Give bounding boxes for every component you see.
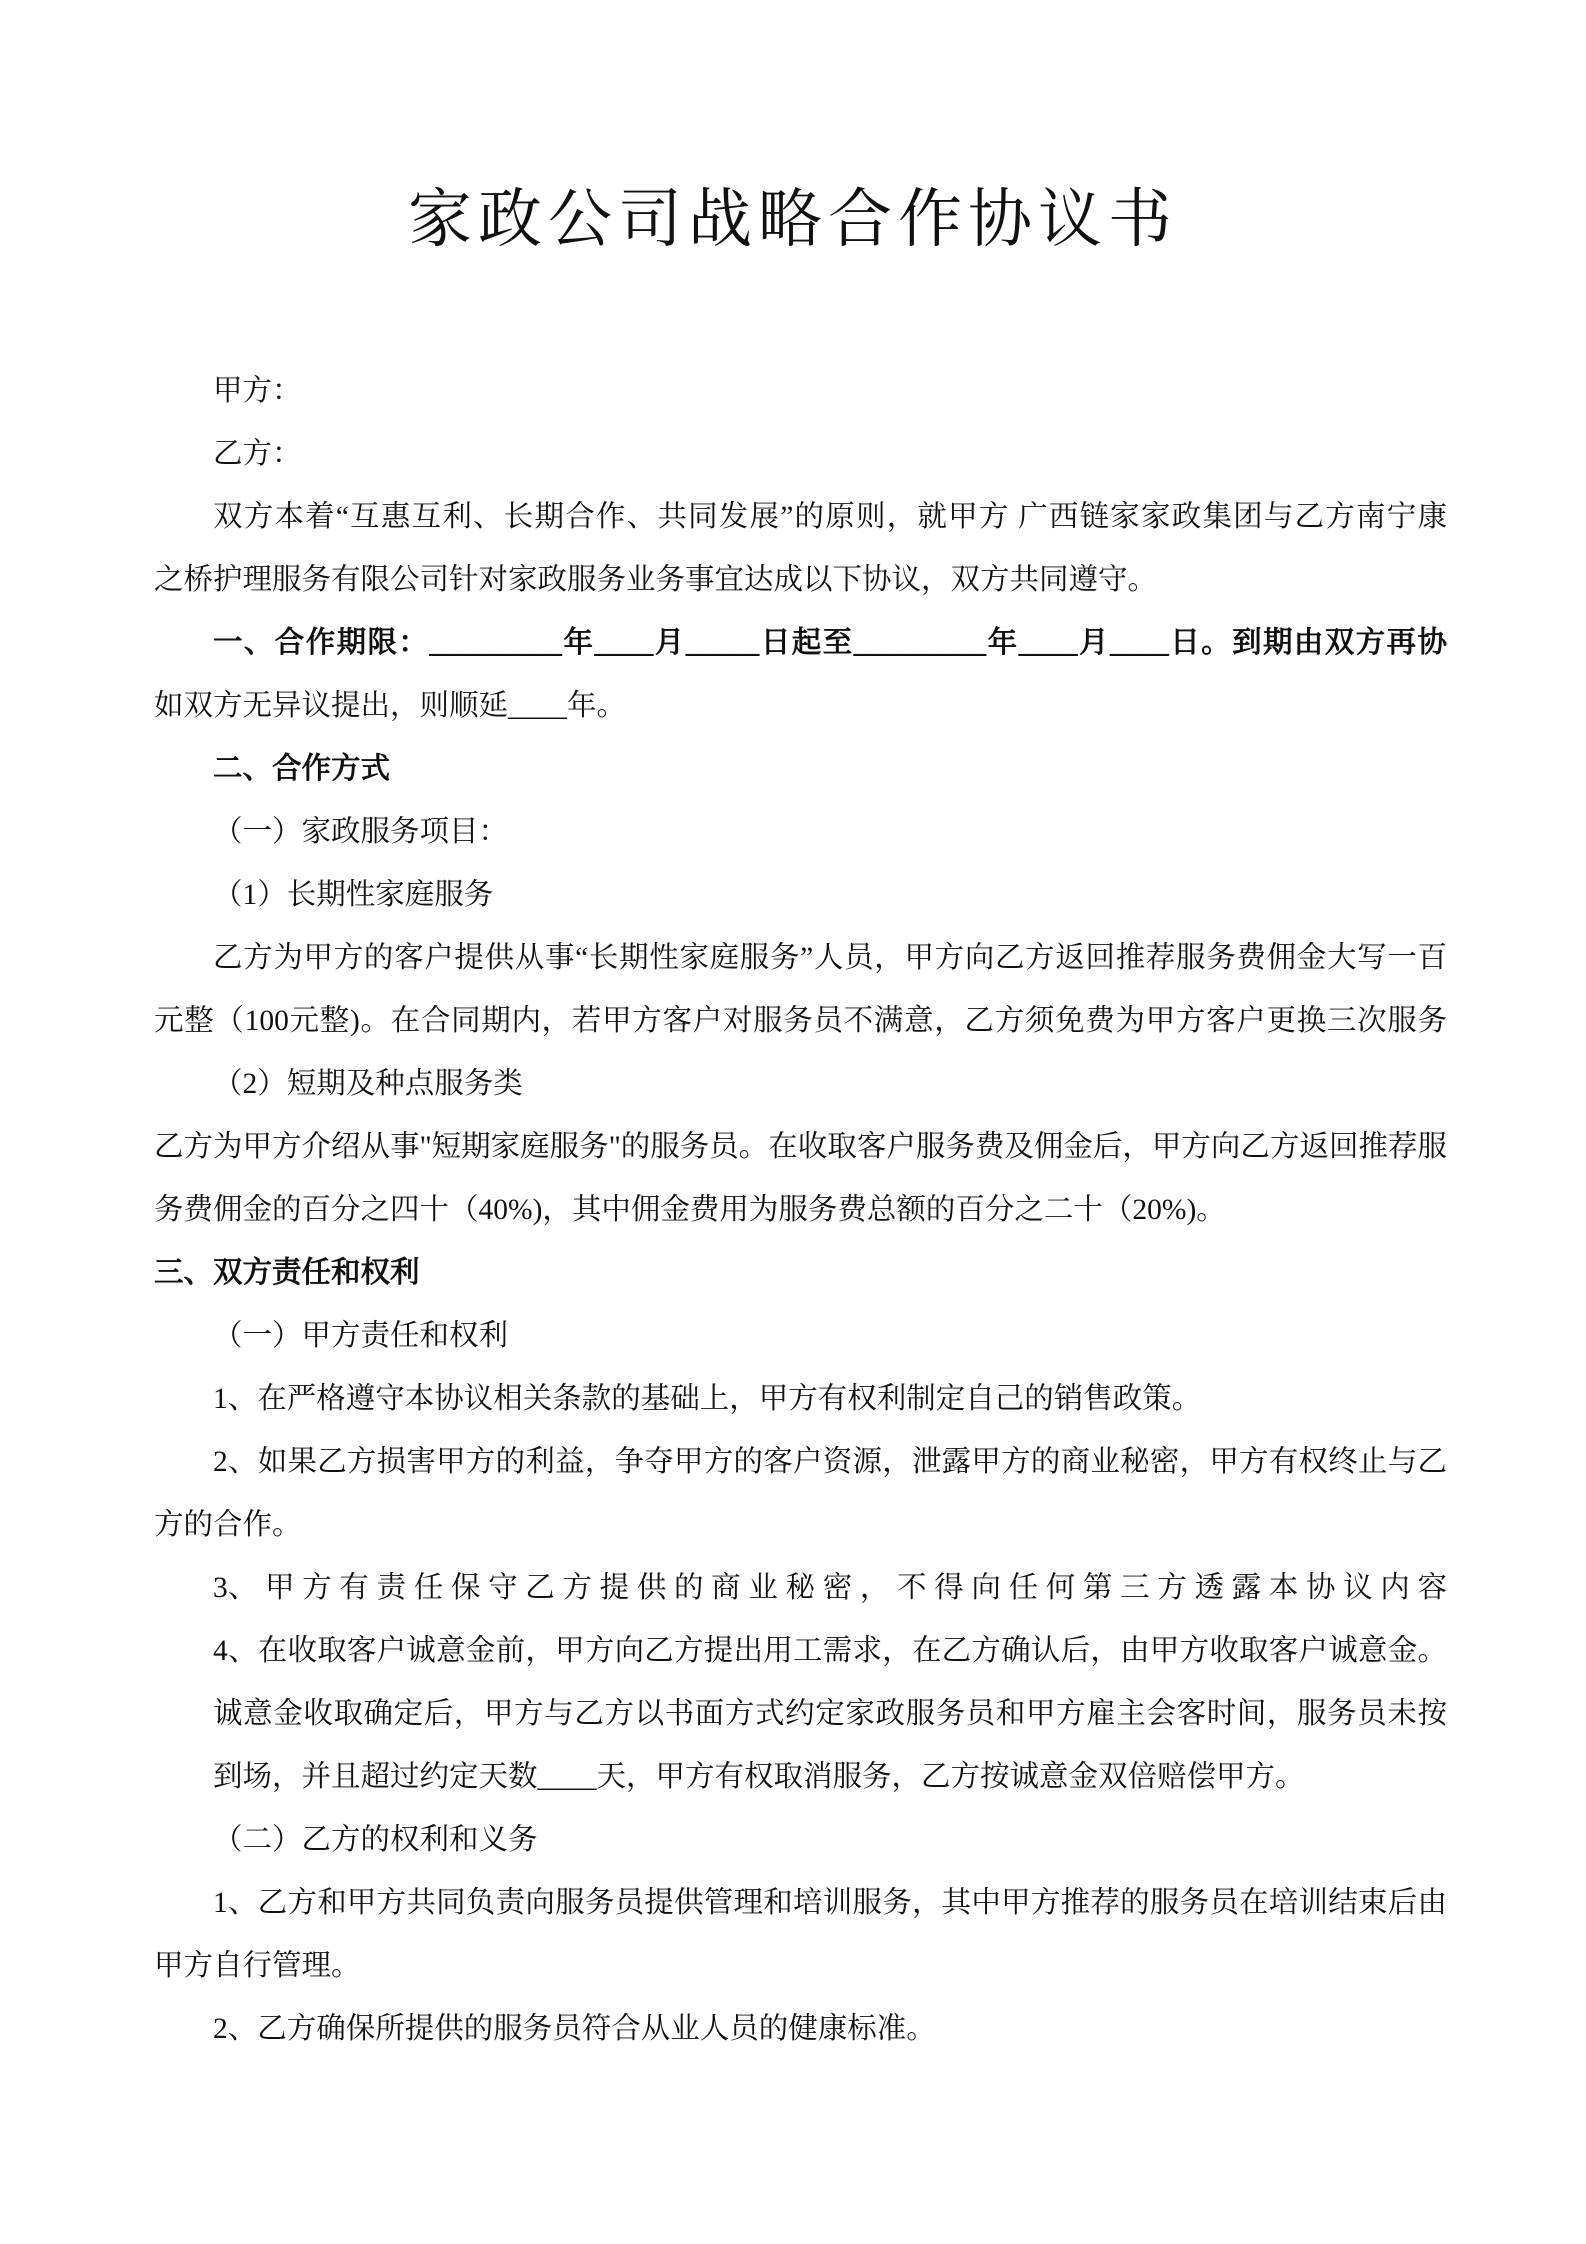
text-line: （2）短期及种点服务类 xyxy=(213,1068,523,1100)
text-line: 方的合作。 xyxy=(154,1509,302,1541)
text-line: 乙方为甲方介绍从事"短期家庭服务"的服务员。在收取客户服务费及佣金后，甲方向乙方返回推荐服 xyxy=(154,1131,1447,1163)
text-line: 务费佣金的百分之四十（40%)，其中佣金费用为服务费总额的百分之二十（20%)。 xyxy=(154,1194,1226,1226)
text-line: 2、乙方确保所提供的服务员符合从业人员的健康标准。 xyxy=(213,2013,936,2045)
document-title: 家政公司战略合作协议书 xyxy=(408,184,1178,255)
text-line: 甲方自行管理。 xyxy=(154,1950,361,1982)
text-line: 乙方为甲方的客户提供从事“长期性家庭服务”人员，甲方向乙方返回推荐服务费佣金大写一百 xyxy=(213,942,1447,974)
text-line: （一）家政服务项目： xyxy=(213,816,509,848)
text-line: 双方本着“互惠互利、长期合作、共同发展”的原则，就甲方 广西链家家政集团与乙方南宁康 xyxy=(213,501,1447,533)
text-line: 三、双方责任和权利 xyxy=(154,1257,420,1289)
text-line: 一、合作期限：_________年____月_____日起至_________年____月____日。到期由双方再协 xyxy=(213,627,1447,659)
text-line: 1、在严格遵守本协议相关条款的基础上，甲方有权利制定自己的销售政策。 xyxy=(213,1383,1202,1415)
text-line: 4、在收取客户诚意金前，甲方向乙方提出用工需求，在乙方确认后，由甲方收取客户诚意金。 xyxy=(213,1635,1447,1667)
text-line: 二、合作方式 xyxy=(213,753,391,785)
document-body xyxy=(154,360,1447,2061)
text-line: 乙方： xyxy=(213,438,302,470)
text-line: 2、如果乙方损害甲方的利益，争夺甲方的客户资源，泄露甲方的商业秘密，甲方有权终止与乙 xyxy=(213,1446,1447,1478)
text-line: 之桥护理服务有限公司针对家政服务业务事宜达成以下协议，双方共同遵守。 xyxy=(154,564,1158,596)
text-line: （1）长期性家庭服务 xyxy=(213,879,494,911)
text-line: 1、乙方和甲方共同负责向服务员提供管理和培训服务，其中甲方推荐的服务员在培训结束后由 xyxy=(213,1887,1447,1919)
text-line: 到场，并且超过约定天数____天，甲方有权取消服务，乙方按诚意金双倍赔偿甲方。 xyxy=(213,1761,1305,1793)
text-line: （一）甲方责任和权利 xyxy=(213,1320,509,1352)
text-line: 3、 甲 方 有 责 任 保 守 乙 方 提 供 的 商 业 秘 密 ， 不 得 向 任 何 第 三 方 透 露 本 协 议 内 容 xyxy=(213,1572,1447,1604)
text-line: 甲方： xyxy=(213,375,302,407)
text-line: （二）乙方的权利和义务 xyxy=(213,1824,538,1856)
text-line: 元整（100元整)。在合同期内，若甲方客户对服务员不满意，乙方须免费为甲方客户更换三次服务 xyxy=(154,1005,1447,1037)
text-line: 诚意金收取确定后，甲方与乙方以书面方式约定家政服务员和甲方雇主会客时间，服务员未按 xyxy=(213,1698,1447,1730)
text-line: 如双方无异议提出，则顺延____年。 xyxy=(154,690,627,722)
